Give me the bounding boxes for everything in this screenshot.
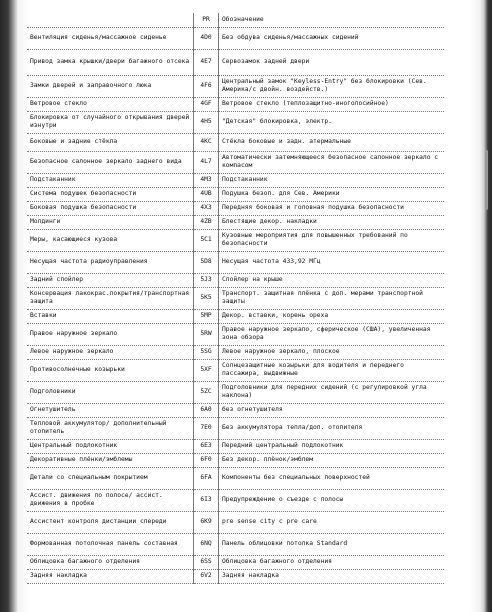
- feature-cell: Огнетушитель: [27, 403, 194, 417]
- feature-cell: Вставки: [27, 309, 194, 323]
- table-row: [27, 173, 444, 187]
- description-cell: Подголовники для передних сидений (с регулировкой угла наклона): [219, 381, 445, 403]
- description-cell: Кузовные мероприятия для повышенных требований по безопасности: [219, 229, 445, 251]
- feature-cell: Привод замка крышки/двери багажного отсека: [27, 49, 194, 75]
- pr-code-cell: 5XF: [194, 359, 219, 381]
- feature-cell: Задняя накладка: [27, 569, 194, 583]
- feature-cell: Ассист. движения по полосе/ ассист. движения в пробке: [27, 489, 194, 511]
- description-cell: Без аккумулятора тепла/доп. отопителя: [219, 417, 445, 439]
- feature-cell: Ассистент контроля дистанции спереди: [27, 511, 194, 533]
- description-cell: Без декор. плёнок/эмблем: [219, 453, 445, 467]
- description-cell: Солнцезащитные козырьки для водителя и переднего пассажира, выдвижные: [219, 359, 445, 381]
- feature-cell: Несущая частота радиоуправления: [27, 251, 194, 273]
- feature-cell: Боковая подушка безопасности: [27, 201, 194, 215]
- table-row: [27, 453, 444, 467]
- table-row: [27, 251, 444, 273]
- table-row: [27, 27, 444, 49]
- description-cell: Сервозамок задней двери: [219, 49, 445, 75]
- pr-code-cell: 5SG: [194, 345, 219, 359]
- pr-code-cell: 6SS: [194, 555, 219, 569]
- pr-code-cell: 4X3: [194, 201, 219, 215]
- pr-code-cell: 6I3: [194, 489, 219, 511]
- table-row: [27, 151, 444, 173]
- table-row: [27, 439, 444, 453]
- pr-code-cell: 6F0: [194, 453, 219, 467]
- description-cell: Декор. вставки, корень ореха: [219, 309, 445, 323]
- pr-code-cell: 6A0: [194, 403, 219, 417]
- table-row: [27, 111, 444, 133]
- feature-cell: Подстаканник: [27, 173, 194, 187]
- header-description: Обозначение: [222, 15, 264, 23]
- pr-code-cell: 4KC: [194, 133, 219, 151]
- description-cell: Без обдува сиденья/массажных сидений: [219, 27, 445, 49]
- table-row: [27, 359, 444, 381]
- table-row: [27, 381, 444, 403]
- pr-code-cell: 4L7: [194, 151, 219, 173]
- pr-code-cell: 6NQ: [194, 533, 219, 555]
- table-row: [27, 97, 444, 111]
- table-row: [27, 287, 444, 309]
- feature-cell: Правое наружное зеркало: [27, 323, 194, 345]
- description-cell: Правое наружное зеркало, сферическое (США), увеличенная зона обзора: [219, 323, 445, 345]
- table-row: [27, 215, 444, 229]
- description-cell: Задняя накладка: [219, 569, 445, 583]
- description-cell: Блестящие декор. накладки: [219, 215, 445, 229]
- table-row: [27, 201, 444, 215]
- feature-cell: Подголовники: [27, 381, 194, 403]
- description-cell: Облицовка багажного отделения: [219, 555, 445, 569]
- table-row: [27, 229, 444, 251]
- description-cell: Транспорт. защитная плёнка с доп. мерами транспортной защиты: [219, 287, 445, 309]
- table-row: [27, 345, 444, 359]
- description-cell: Несущая частота 433,92 МГц: [219, 251, 445, 273]
- feature-cell: Меры, касающиеся кузова: [27, 229, 194, 251]
- feature-cell: Детали со специальным покрытием: [27, 467, 194, 489]
- pr-code-table: [27, 13, 444, 584]
- pr-code-cell: 5K5: [194, 287, 219, 309]
- feature-cell: Тепловой аккумулятор/ дополнительный отопитель: [27, 417, 194, 439]
- description-cell: "Детская" блокировка, электр.: [219, 111, 445, 133]
- description-cell: Центральный замок "Keyless-Entry" без блокировки (Сев. Америка/с двойн. воздейств.): [219, 75, 445, 97]
- feature-cell: Молдинги: [27, 215, 194, 229]
- description-cell: Спойлер на крыше: [219, 273, 445, 287]
- table-row: [27, 489, 444, 511]
- table-row: [27, 273, 444, 287]
- description-cell: Подушка безоп. для Сев. Америки: [219, 187, 445, 201]
- description-cell: Компоненты без специальных поверхностей: [219, 467, 445, 489]
- header-code: PR: [194, 13, 219, 27]
- table-row: [27, 403, 444, 417]
- feature-cell: Вентиляция сиденья/массажное сиденье: [27, 27, 194, 49]
- table-row: [27, 49, 444, 75]
- table-row: [27, 309, 444, 323]
- pr-code-cell: 6V2: [194, 569, 219, 583]
- table-row: [27, 187, 444, 201]
- table-header-row: [27, 13, 444, 27]
- pr-code-cell: 4H5: [194, 111, 219, 133]
- description-cell: Панель облицовки потолка Standard: [219, 533, 445, 555]
- table-row: [27, 467, 444, 489]
- feature-cell: Облицовка багажного отделения: [27, 555, 194, 569]
- pr-code-cell: 5ZC: [194, 381, 219, 403]
- table-row: [27, 323, 444, 345]
- pr-code-cell: 5C1: [194, 229, 219, 251]
- pr-code-cell: 5RW: [194, 323, 219, 345]
- feature-cell: Левое наружное зеркало: [27, 345, 194, 359]
- description-cell: Передняя боковая и головная подушка безопасности: [219, 201, 445, 215]
- description-cell: Левое наружное зеркало, плоское: [219, 345, 445, 359]
- feature-cell: Ветровое стекло: [27, 97, 194, 111]
- feature-cell: Боковые и задние стёкла: [27, 133, 194, 151]
- table-row: [27, 555, 444, 569]
- description-cell: без огнетушителя: [219, 403, 445, 417]
- feature-cell: Замки дверей и заправочного люка: [27, 75, 194, 97]
- feature-cell: Противосолнечные козырьки: [27, 359, 194, 381]
- description-cell: Ветровое стекло (теплозащитно-иноголосийное): [219, 97, 445, 111]
- feature-cell: Задний спойлер: [27, 273, 194, 287]
- pr-code-cell: 4GF: [194, 97, 219, 111]
- pr-code-cell: 5MP: [194, 309, 219, 323]
- pr-code-cell: 4E7: [194, 49, 219, 75]
- feature-cell: Формованная потолочная панель составная: [27, 533, 194, 555]
- feature-cell: Консервация лакокрас.покрытия/транспортная защита: [27, 287, 194, 309]
- feature-cell: Безопасное салонное зеркало заднего вида: [27, 151, 194, 173]
- table-row: [27, 569, 444, 583]
- pr-code-cell: 4UB: [194, 187, 219, 201]
- pr-code-cell: 5D8: [194, 251, 219, 273]
- pr-code-cell: 4D0: [194, 27, 219, 49]
- table-row: [27, 533, 444, 555]
- description-cell: Подстаканник: [219, 173, 445, 187]
- scrollbar-thumb[interactable]: [485, 150, 488, 210]
- table-row: [27, 511, 444, 533]
- pr-code-cell: 4ZB: [194, 215, 219, 229]
- pr-code-cell: 6FA: [194, 467, 219, 489]
- feature-cell: Центральный подлокотник: [27, 439, 194, 453]
- pr-code-cell: 6E3: [194, 439, 219, 453]
- pr-code-cell: 5J3: [194, 273, 219, 287]
- pr-code-cell: 6K9: [194, 511, 219, 533]
- description-cell: Стёкла боковые и задн. атермальные: [219, 133, 445, 151]
- description-cell: pre sense city с pre care: [219, 511, 445, 533]
- pr-code-cell: 7E0: [194, 417, 219, 439]
- header-feature: [27, 13, 194, 27]
- table-row: [27, 133, 444, 151]
- table-body: [27, 13, 444, 583]
- feature-cell: Блокировка от случайного открывания дверей изнутри: [27, 111, 194, 133]
- description-cell: Автоматически затемняющееся безопасное салонное зеркало с компасом: [219, 151, 445, 173]
- description-cell: Предупреждение о съезде с полосы: [219, 489, 445, 511]
- table-row: [27, 75, 444, 97]
- pr-code-cell: 4F6: [194, 75, 219, 97]
- table-row: [27, 417, 444, 439]
- feature-cell: Декоративные плёнки/эмблемы: [27, 453, 194, 467]
- pr-code-cell: 4M3: [194, 173, 219, 187]
- feature-cell: Система подушек безопасности: [27, 187, 194, 201]
- description-cell: Передний центральный подлокотник: [219, 439, 445, 453]
